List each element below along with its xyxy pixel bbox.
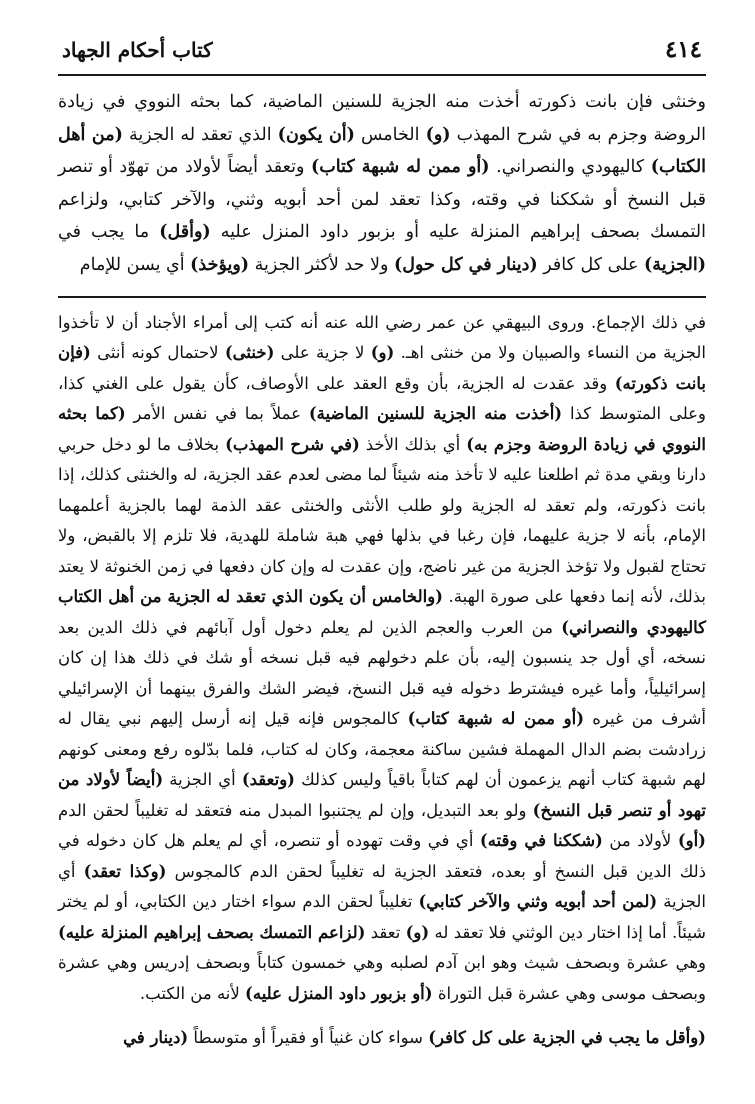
- bold-matn-quote: (أو ممن له شبهة كتاب): [310, 157, 490, 178]
- bold-matn-quote: (أو): [677, 831, 706, 851]
- text-run: أي الجزية: [58, 861, 707, 912]
- text-run: ما يجب في: [58, 222, 160, 243]
- bold-matn-quote: (في شرح المهذب): [225, 434, 360, 454]
- bold-matn-quote: (وتعقد): [241, 770, 295, 790]
- text-run: عملاً بما في نفس الأمر: [125, 404, 309, 424]
- bold-matn-quote: (والخامس أن يكون الذي تعقد له الجزية من أهل الكتاب كاليهودي والنصراني): [58, 587, 707, 637]
- text-run: أي في وقت تهوده أو تنصره، أي لم يعلم هل كان دخوله في ذلك الدين قبل النسخ أو بعده، فتعقد الجزية له تغليباً لحقن الدم كالمجوس: [58, 831, 706, 881]
- text-run: الخامس: [354, 124, 426, 145]
- page-header: [58, 30, 706, 76]
- text-run: وقد عقدت له الجزية، بأن وقع العقد على الأوصاف، كأن يقول على الغني كذا، وعلى المتوسط كذا: [58, 373, 706, 424]
- bold-matn-quote: (و): [425, 124, 451, 145]
- bold-matn-quote: (ويؤخذ): [190, 254, 250, 275]
- bold-matn-quote: (الجزية): [644, 254, 706, 275]
- bold-matn-quote: (أو ممن له شبهة كتاب): [407, 709, 585, 729]
- text-run: تغليباً لحقن الدم سواء اختار دين الكتابي، أو لم يختر شيئاً. أما إذا اختار دين الوثني فلا تعقد له: [58, 892, 707, 942]
- text-run: لأنه من الكتب.: [139, 983, 246, 1003]
- text-run: أي بذلك الأخذ: [359, 434, 467, 454]
- text-run: ولا حد لأكثر الجزية: [249, 254, 394, 275]
- bold-matn-quote: (وكذا تعقد): [83, 861, 167, 881]
- bold-matn-quote: (دينار في: [123, 1028, 189, 1048]
- page-number: ٤١٤: [664, 36, 702, 63]
- bold-matn-quote: (أن يكون): [277, 124, 355, 145]
- text-run: ولو بعد التبديل، وإن لم يجتنبوا المبدل منه فتعقد له تغليباً لحقن الدم: [58, 800, 533, 820]
- text-run: أي يسن للإمام: [79, 254, 191, 275]
- commentary-paragraph: [58, 1023, 706, 1054]
- text-run: سواء كان غنياً أو فقيراً أو متوسطاً: [188, 1028, 429, 1048]
- bold-matn-quote: (أيضاً لأولاد من تهود أو تنصر قبل النسخ): [58, 770, 707, 820]
- text-run: وهي عشرة وبصحف شيث وهو ابن آدم لصلبه وهي خمسون كتاباً وبصحف إدريس وهي عشرة وبصحف موسى وهي عشرة قبل التوراة: [58, 953, 706, 1003]
- text-run: لا جزية على: [274, 343, 371, 363]
- running-title: كتاب أحكام الجهاد: [62, 38, 213, 62]
- text-run: كاليهودي والنصراني.: [489, 157, 651, 178]
- text-run: وخنثى فإن بانت ذكورته أخذت منه الجزية للسنين الماضية، كما بحثه النووي في زيادة الروضة وجزم به في شرح المهذب: [58, 92, 707, 145]
- bold-matn-quote: (أخذت منه الجزية للسنين الماضية): [308, 404, 563, 424]
- bold-matn-quote: (أو بزبور داود المنزل عليه): [245, 983, 433, 1003]
- text-run: لأولاد من: [602, 831, 678, 851]
- text-run: بخلاف ما لو دخل حربي دارنا وبقي مدة ثم اطلعنا عليه لا تأخذ منه شيئاً لما مضى لعدم عقد الجزية، له والخنثى كذلك، إذا بانت ذكورته، ولم تعقد له الجزية ولو طلب الأنثى والخنثى عقد الذمة لهما بالجزية أعلمهما الإمام، بأنه لا جزية عليهما، فإن رغبا في بذلها فهي هبة شاملة للهدية، فلا تلزم إلا بالقبض، ولا تحتاج لقبول ولا تؤخذ الجزية من غير ناضج، وإن عقدت له وإن كان دفعها في زمن الخنوثة لا يعتد بذلك، لأنه إنما دفعها على صورة الهبة.: [58, 434, 707, 607]
- bold-matn-quote: (وأقل): [159, 222, 211, 243]
- text-run: الذي تعقد له الجزية: [122, 124, 278, 145]
- bold-matn-quote: (فإن بانت ذكورته): [58, 343, 706, 393]
- bold-matn-quote: (دينار في كل حول): [394, 254, 538, 275]
- bold-matn-quote: (و): [370, 343, 395, 363]
- text-run: أي الجزية: [163, 770, 242, 790]
- book-page: [58, 30, 706, 1080]
- bold-matn-quote: (لزاعم التمسك بصحف إبراهيم المنزلة عليه): [58, 922, 366, 942]
- text-run: وتعقد أيضاً لأولاد من تهوّد أو تنصر قبل النسخ أو شككنا في وقته، وكذا تعقد لمن أحد أبويه وثني، والآخر كتابي، ولزاعم التمسك بصحف إبراهيم المنزلة عليه أو بزبور داود المنزل عليه: [58, 157, 706, 243]
- text-run: في ذلك الإجماع. وروى البيهقي عن عمر رضي الله عنه أنه كتب إلى أمراء الأجناد أن لا تأخذوا الجزية من النساء والصبيان ولا من خنثى اهـ.: [58, 312, 706, 363]
- text-run: تعقد: [365, 922, 406, 942]
- text-run: لاحتمال كونه أنثى: [90, 343, 225, 363]
- bold-matn-quote: (من أهل الكتاب): [58, 124, 707, 178]
- bold-matn-quote: (لمن أحد أبويه وثني والآخر كتابي): [418, 892, 658, 912]
- commentary-paragraph: [58, 308, 706, 1010]
- bold-matn-quote: (كما بحثه النووي في زيادة الروضة وجزم به): [58, 404, 706, 454]
- text-run: كالمجوس فإنه قيل إنه أرسل إليهم نبي يقال له زرادشت بضم الدال المهملة فشين ساكنة معجمة، وكان له كتاب، فلما بدّلوه رفع ومعنى كونهم لهم شبهة كتاب أنهم يزعمون أن لهم كتاباً باقياً وليس كذلك: [58, 709, 706, 790]
- text-run: من العرب والعجم الذين لم يعلم دخول أول آبائهم في ذلك الدين بعد نسخه، أي أول جد ينسبون إليه، بأن علم دخولهم فيه قبل نسخه أو شك في ذلك هذا إن كان إسرائيلياً، وأما غيره فيشترط دخوله فيه قبل النسخ، فيضر الشك والفرق بينهما أن الإسرائيلي أشرف من غيره: [58, 617, 707, 729]
- commentary: [58, 308, 706, 1054]
- bold-matn-quote: (وأقل ما يجب في الجزية على كل كافر): [428, 1028, 706, 1048]
- bold-matn-quote: (شككنا في وقته): [479, 831, 603, 851]
- separator-rule: [58, 296, 706, 298]
- main-text: [58, 86, 706, 282]
- text-run: على كل كافر: [537, 254, 645, 275]
- main-paragraph: [58, 86, 706, 282]
- bold-matn-quote: (و): [405, 922, 430, 942]
- bold-matn-quote: (خنثى): [224, 343, 275, 363]
